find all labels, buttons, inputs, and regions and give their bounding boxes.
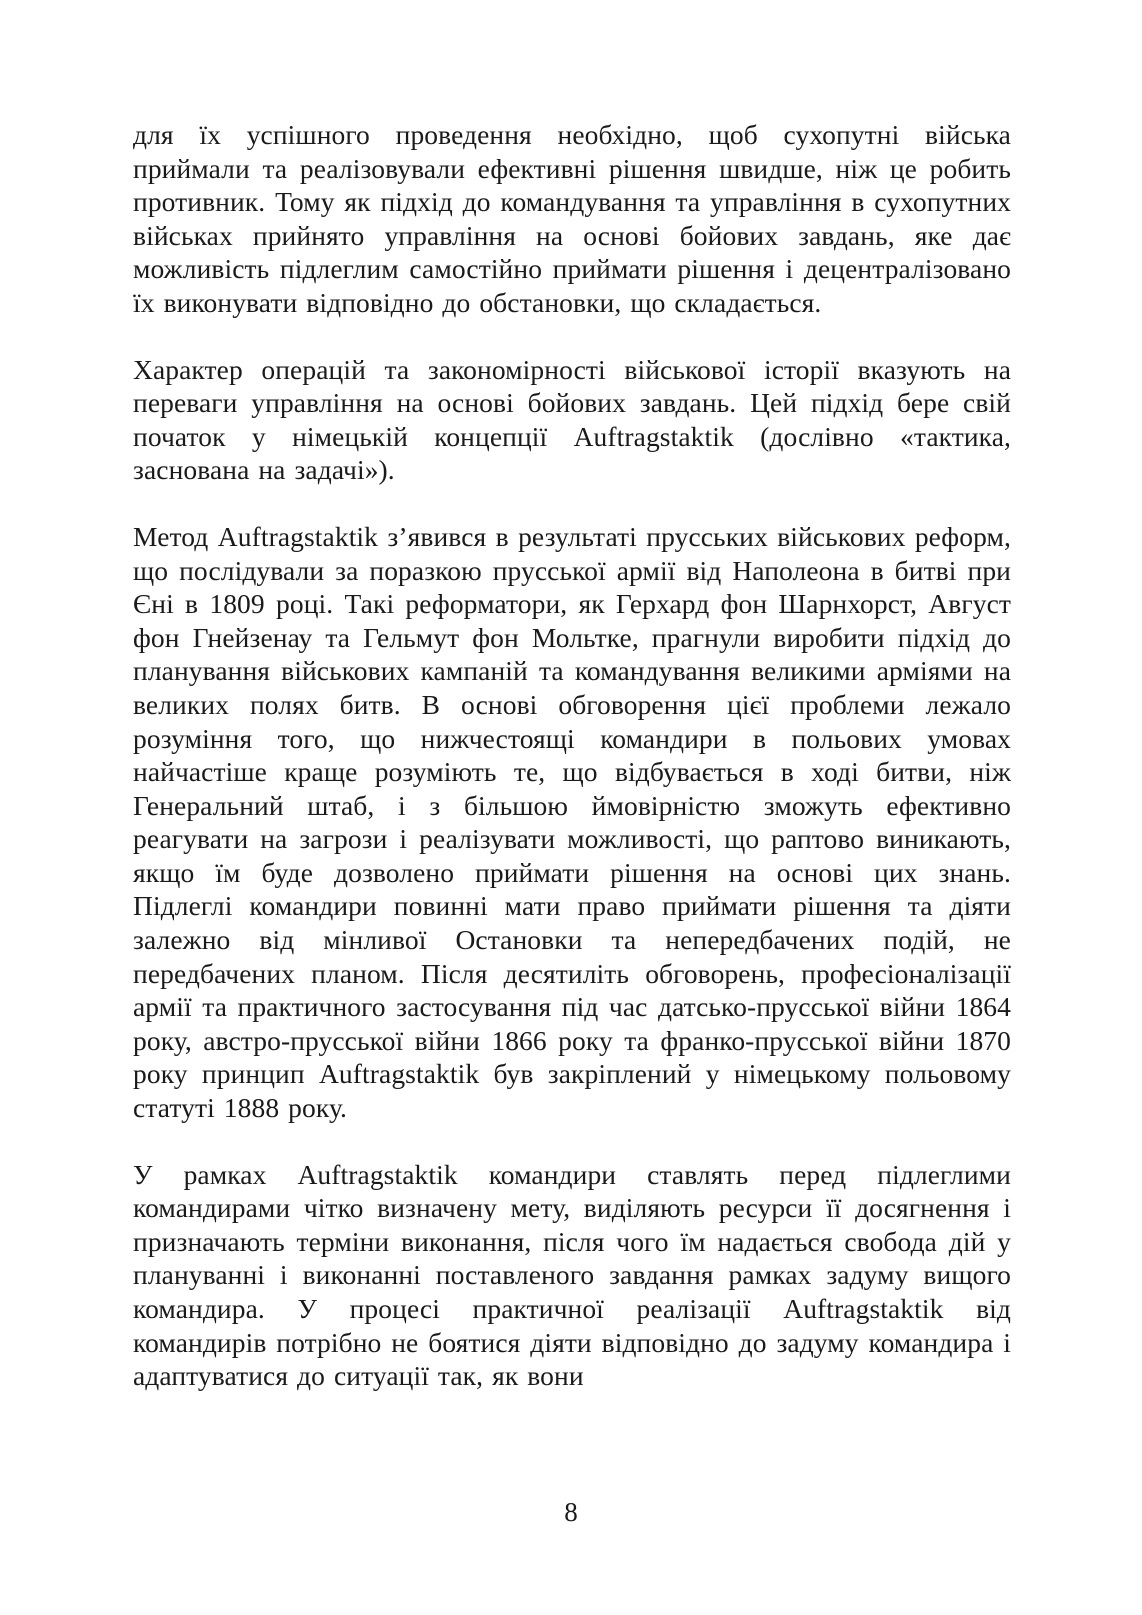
page-number: 8	[564, 1497, 578, 1527]
paragraph-4: У рамках Auftragstaktik командири ставлять перед підлеглими командирами чітко визначену мету, виділяють ресурси її досягнення і призначають терміни виконання, після чого їм надається свобода дій у плануванні і виконанні поставленого завдання рамках задуму вищого командира. У процесі практичної реалізації Auftragstaktik від командирів потрібно не боятися діяти відповідно до задуму командира і адаптуватися до ситуації так, як вони	[133, 1158, 1011, 1392]
paragraph-1: для їх успішного проведення необхідно, щоб сухопутні війська приймали та реалізовували ефективні рішення швидше, ніж це робить противник. Тому як підхід до командування та управління в сухопутних військах прийнято управління на основі бойових завдань, яке дає можливість підлеглим самостійно приймати рішення і децентралізовано їх виконувати відповідно до обстановки, що складається.	[133, 119, 1011, 318]
page-content	[133, 118, 1011, 1393]
paragraph-3: Метод Auftragstaktik з’явився в результаті прусських військових реформ, що послідували за поразкою прусської армії від Наполеона в битві при Єні в 1809 році. Такі реформатори, як Герхард фон Шарнхорст, Август фон Гнейзенау та Гельмут фон Мольтке, прагнули виробити підхід до планування військових кампаній та командування великими арміями на великих полях битв. В основі обговорення цієї проблеми лежало розуміння того, що нижчестоящі командири в польових умовах найчастіше краще розуміють те, що відбувається в ході битви, ніж Генеральний штаб, і з більшою ймовірністю зможуть ефективно реагувати на загрози і реалізувати можливості, що раптово виникають, якщо їм буде дозволено приймати рішення на основі цих знань. Підлеглі командири повинні мати право приймати рішення та діяти залежно від мінливої Остановки та непередбачених подій, не передбачених планом. Після десятиліть обговорень, професіоналізації армії та практичного застосування під час датсько-прусської війни 1864 року, австро-прусської війни 1866 року та франко-прусської війни 1870 року принцип Auftragstaktik був закріплений у німецькому польовому статуті 1888 року.	[133, 520, 1011, 1124]
paragraph-2: Характер операцій та закономірності військової історії вказують на переваги управління на основі бойових завдань. Цей підхід бере свій початок у німецькій концепції Auftragstaktik (дослівно «тактика, заснована на задачі»).	[133, 353, 1011, 486]
